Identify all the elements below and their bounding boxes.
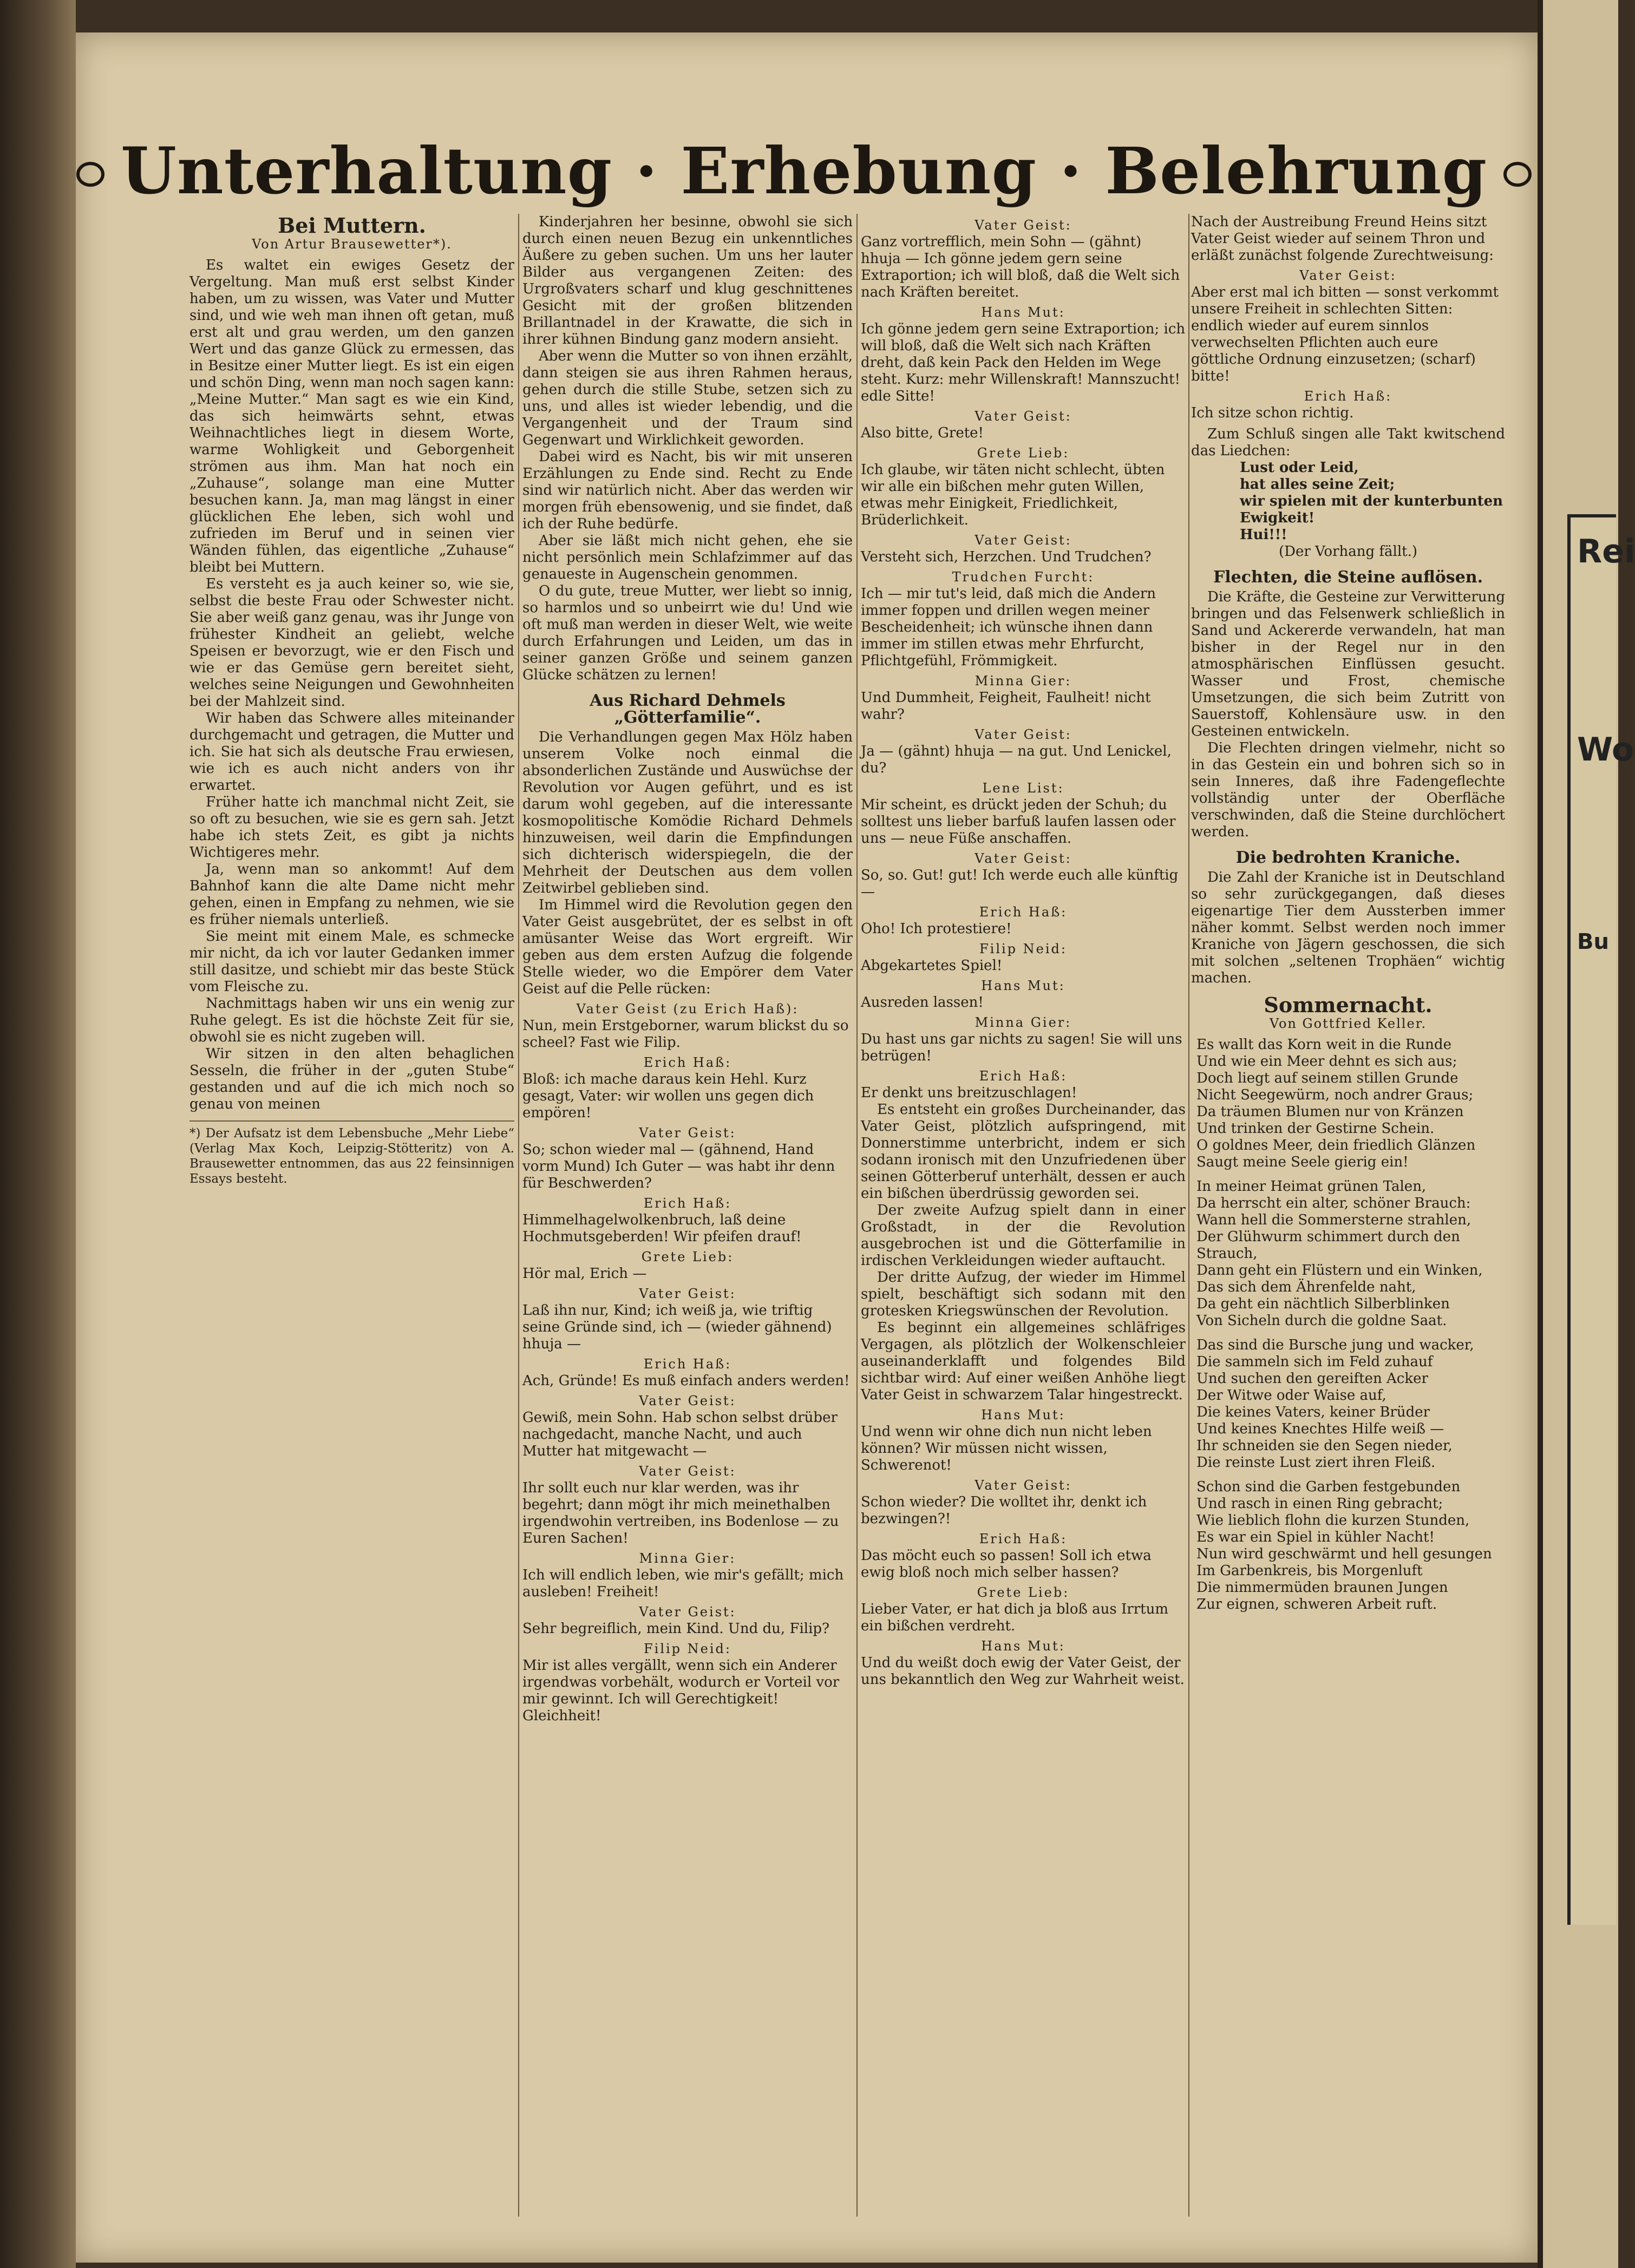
poem-line: Und rasch in einen Ring gebracht; [1196,1496,1443,1512]
dialog-speaker: Erich Haß: [643,1055,732,1070]
dialog-speaker: Hans Mut: [981,978,1065,993]
dialog-speaker: Hans Mut: [981,305,1065,320]
paragraph: Dabei wird es Nacht, bis wir mit unseren Erzählungen zu Ende sind. Recht zu Ende sind wir natürlich nicht. Aber das werden wir morgen früh ebensowenig, und sie findet, daß ich der Ruhe bedürfe. [522,449,853,532]
dialog-speaker: Minna Gier: [975,1015,1072,1030]
dialog-speaker: Vater Geist: [639,1393,736,1408]
dialog-line: Ich will endlich leben, wie mir's gefällt; mich ausleben! Freiheit! [522,1567,844,1600]
poem-line: Das sich dem Ährenfelde naht, [1196,1279,1416,1295]
paragraph: Die Kräfte, die Gesteine zur Verwitterung bringen und das Felsenwerk schließlich in Sand und Ackererde verwandeln, hat man bisher in der Regel nur in den atmosphärischen Einflüssen gesucht. Wasser und Frost, chemische Umsetzungen, die sich beim Zutritt von Sauerstoff, Kohlensäure usw. in den Gesteinen entwickeln. [1191,589,1505,739]
paragraph: Der dritte Aufzug, der wieder im Himmel spielt, beschäftigt sich sodann mit den grotesken Kriegswünschen der Revolution. [861,1269,1186,1319]
dialog-speaker: Minna Gier: [975,673,1072,689]
dialog-line: Gewiß, mein Sohn. Hab schon selbst drüber nachgedacht, manche Nacht, und auch Mutter hat mitgewacht — [522,1410,838,1459]
article-title: Die bedrohten Kraniche. [1235,848,1461,867]
dialog-speaker: Erich Haß: [1304,389,1392,404]
poem-line: Dann geht ein Flüstern und ein Winken, [1196,1262,1483,1279]
paragraph: Es beginnt ein allgemeines schläfriges Vergagen, als plötzlich der Wolkenschleier auseinanderklafft und folgendes Bild sichtbar wird: Auf einer weißen Anhöhe liegt Vater Geist in schwarzem Talar hingestreckt. [861,1320,1186,1403]
dialog-line: Oho! Ich protestiere! [861,921,1012,937]
dialog-line: Er denkt uns breitzuschlagen! [861,1085,1077,1101]
poem-line: Hui!!! [1240,527,1287,543]
paragraph: Im Himmel wird die Revolution gegen den Vater Geist ausgebrütet, der es selbst in oft amüsanter Weise das Wort ergreift. Wir geben aus dem ersten Aufzug die folgende Stelle wieder, wo die Empörer dem Vater Geist auf die Pelle rücken: [522,897,853,997]
paragraph: Es waltet ein ewiges Gesetz der Vergeltung. Man muß erst selbst Kinder haben, um zu wissen, was Vater und Mutter sind, und wie weh man ihnen oft getan, muß erst alt und grau werden, um den ganzen Wert und das ganze Glück zu ermessen, das in Besitze einer Mutter liegt. Es ist ein eigen und schön Ding, wenn man noch sagen kann: „Meine Mutter.“ Man sagt es wie ein Kind, das sich heimwärts sehnt, etwas Weihnachtliches liegt in diesem Worte, warme Wohligkeit und Geborgenheit strömen aus ihm. Man hat noch ein „Zuhause“, solange man eine Mutter besuchen kann. Ja, man mag längst in einer glücklichen Ehe leben, sich wohl und zufrieden im Beruf und in seinen vier Wänden fühlen, das eigentliche „Zuhause“ bleibt bei Muttern. [189,257,514,575]
paragraph: Sie meint mit einem Male, es schmecke mir nicht, da ich vor lauter Gedanken immer still dasitze, und schiebt mir das beste Stück vom Fleische zu. [189,928,514,995]
poem-line: Zur eignen, schweren Arbeit ruft. [1196,1596,1437,1612]
paragraph: Die Verhandlungen gegen Max Hölz haben unserem Volke noch einmal die absonderlichen Zustände und Auswüchse der Revolution vor Augen geführt, und es ist darum wohl gegeben, auf die interessante kosmopolitische Komödie Richard Dehmels hinzuweisen, weil darin die Empfindungen sich dichterisch widerspiegeln, die der Mehrheit der Deutschen aus dem vollen Zeitwirbel geblieben sind. [522,729,853,896]
article-title: Aus Richard Dehmels „Götterfamilie“. [590,691,786,727]
dialog-line: Ihr sollt euch nur klar werden, was ihr begehrt; dann mögt ihr mich meinethalben irgendwohin vertreiben, ins Bodenlose — zu Euren Sachen! [522,1480,839,1546]
dialog-line: Ganz vortrefflich, mein Sohn — (gähnt) hhuja — Ich gönne jedem gern seine Extraportion; ich will bloß, daß die Welt sich nach Kräften bereitet. [861,234,1180,300]
dialog-line: Das möcht euch so passen! Soll ich etwa ewig bloß noch mich selber hassen? [861,1548,1152,1581]
poem-line: Doch liegt auf seinem stillen Grunde [1196,1070,1459,1086]
column-1 [189,214,514,2227]
adjacent-page-ad [1567,514,1635,1925]
poem-line: Saugt meine Seele gierig ein! [1196,1154,1409,1170]
dialog-speaker: Vater Geist: [975,409,1072,424]
dialog-line: Ach, Gründe! Es muß einfach anders werden! [522,1373,850,1389]
poem-body [1191,1037,1505,1613]
poem-line: Wann hell die Sommersterne strahlen, [1196,1212,1472,1228]
paragraph: Wir sitzen in den alten behaglichen Sesseln, die früher in der „guten Stube“ gestanden und auf die ich mich noch so genau von meinen [189,1046,514,1112]
stanza-break [1191,1171,1505,1178]
dialog-line: Ich — mir tut's leid, daß mich die Andern immer foppen und drillen wegen meiner Bescheidenheit; ich wünsche ihnen dann immer im stillen etwas mehr Ehrfurcht, Pflichtgefühl, Frömmigkeit. [861,586,1156,669]
dialog-line: Schon wieder? Die wolltet ihr, denkt ich bezwingen?! [861,1494,1147,1527]
section-title: Unterhaltung · Erhebung · Belehrung [121,133,1487,208]
dialog-speaker: Vater Geist: [639,1286,736,1301]
poem-line: Nun wird geschwärmt und hell gesungen [1196,1546,1492,1562]
poem-line: Und keines Knechtes Hilfe weiß — [1196,1421,1444,1437]
column-rule [856,214,858,2217]
dialog-line: Laß ihn nur, Kind; ich weiß ja, wie triftig seine Gründe sind, ich — (wieder gähnend) hhuja — [522,1302,832,1352]
dialog-speaker: Vater Geist: [975,1478,1072,1493]
dialog-speaker: Vater Geist: [975,533,1072,548]
dialog-line: Nun, mein Erstgeborner, warum blickst du so scheel? Fast wie Filip. [522,1018,849,1051]
dialog-line: So, so. Gut! gut! Ich werde euch alle künftig — [861,867,1179,900]
dialog-line: Du hast uns gar nichts zu sagen! Sie will uns betrügen! [861,1031,1182,1064]
article-title: Bei Muttern. [278,213,426,238]
dialog-speaker: Erich Haß: [979,1531,1068,1546]
ad-fragment: Rei [1577,533,1635,571]
paragraph: Der zweite Aufzug spielt dann in einer Großstadt, in der die Revolution ausgebrochen ist und die Götterfamilie in irdischen Verkleidungen wieder auftaucht. [861,1202,1186,1269]
poem-line: Die reinste Lust ziert ihren Fleiß. [1196,1454,1436,1471]
paragraph: O du gute, treue Mutter, wer liebt so innig, so harmlos und so unbeirrt wie du! Und wie oft muß man werden in dieser Welt, wie weite durch Erfahrungen und Leiden, um das in seiner ganzen Größe und seinem ganzen Glücke schätzen zu lernen! [522,583,853,683]
dialog-line: Ausreden lassen! [861,994,984,1011]
paragraph: Aber wenn die Mutter so von ihnen erzählt, dann steigen sie aus ihren Rahmen heraus, gehen durch die stille Stube, setzen sich zu uns, und alles ist wieder lebendig, und die Vergangenheit und der Traum sind Gegenwart und Wirklichkeit geworden. [522,348,853,448]
ad-fragment: Bu [1577,929,1609,954]
dialog-line: Mir ist alles vergällt, wenn sich ein Anderer irgendwas vorbehält, wodurch er Vorteil vor mir gewinnt. Ich will Gerechtigkeit! Gleichheit! [522,1657,840,1724]
dialog-line: Mir scheint, es drückt jeden der Schuh; du solltest uns lieber barfuß laufen lassen oder uns — neue Füße anschaffen. [861,797,1176,847]
poem-line: Wie lieblich flohn die kurzen Stunden, [1196,1512,1470,1529]
stage-direction: (Der Vorhang fällt.) [1278,543,1418,560]
paragraph: Aber sie läßt mich nicht gehen, ehe sie nicht persönlich mein Schlafzimmer auf das genaueste in Augenschein genommen. [522,533,853,582]
dialog-line: Abgekartetes Spiel! [861,958,1003,974]
poem-line: Und wie ein Meer dehnt es sich aus; [1196,1053,1457,1070]
column-2 [522,214,853,2227]
dialog-line: Lieber Vater, er hat dich ja bloß aus Irrtum ein bißchen verdreht. [861,1601,1168,1634]
poem-title: Sommernacht. [1264,993,1433,1017]
poem-line: Da herrscht ein alter, schöner Brauch: [1196,1195,1471,1211]
poem-line: Es war ein Spiel in kühler Nacht! [1196,1529,1435,1545]
dialog-line: Himmelhagelwolkenbruch, laß deine Hochmutsgeberden! Wir pfeifen drauf! [522,1212,802,1245]
dialog-speaker: Vater Geist: [975,727,1072,742]
paragraph: Kinderjahren her besinne, obwohl sie sich durch einen neuen Bezug ein unkenntliches Äußere zu geben suchen. Um uns her lauter Bilder aus vergangenen Zeiten: des Urgroßvaters scharf und klug geschnittenes Gesicht mit der großen blitzenden Brillantnadel in der Krawatte, die sich in ihrer kühnen Bindung ganz modern ansieht. [522,214,853,348]
poem-line: Lust oder Leid, [1240,460,1359,476]
poem-line: Von Sicheln durch die goldne Saat. [1196,1313,1447,1329]
ad-fragment: Wo [1577,731,1634,769]
poem-line: Die sammeln sich im Feld zuhauf [1196,1354,1433,1370]
dialog-line: Und du weißt doch ewig der Vater Geist, der uns bekanntlich den Weg zur Wahrheit weist. [861,1655,1185,1688]
dialog-speaker: Grete Lieb: [641,1249,734,1264]
poem-line: Und suchen den gereiften Acker [1196,1371,1428,1387]
dialog-line: Ich sitze schon richtig. [1191,405,1354,421]
dialog-line: Und Dummheit, Feigheit, Faulheit! nicht wahr? [861,690,1151,723]
paragraph: Ja, wenn man so ankommt! Auf dem Bahnhof kann die alte Dame nicht mehr gehen, einen in Empfang zu nehmen, wie sie es früher niemals unterließ. [189,861,514,928]
poem-line: Ewigkeit! [1240,510,1315,526]
dialog-line: Aber erst mal ich bitten — sonst verkommt unsere Freiheit in schlechten Sitten: endlich wieder auf eurem sinnlos verwechselten Pflichten auch eure göttliche Ordnung einzusetzen; (scharf) bitte! [1191,284,1499,384]
dialog-line: Ich gönne jedem gern seine Extraportion; ich will bloß, daß die Welt sich nach Kräften dreht, daß kein Pack den Helden im Wege steht. Kurz: mehr Willenskraft! Mannszucht! edle Sitte! [861,321,1186,404]
footnote: *) Der Aufsatz ist dem Lebensbuche „Mehr Liebe“ (Verlag Max Koch, Leipzig-Stötteritz) von A. Brausewetter entnommen, das aus 22 feinsinnigen Essays besteht. [189,1120,514,1187]
article-title: Flechten, die Steine auflösen. [1213,568,1483,587]
dialog-speaker: Filip Neid: [979,941,1067,956]
poem-line: O goldnes Meer, dein friedlich Glänzen [1196,1137,1476,1153]
dialog-speaker: Vater Geist: [1299,268,1397,283]
paragraph: Nachmittags haben wir uns ein wenig zur Ruhe gelegt. Es ist die höchste Zeit für sie, obwohl sie es nicht zugeben will. [189,995,514,1045]
paragraph: Es entsteht ein großes Durcheinander, das Vater Geist, plötzlich aufspringend, mit Donnerstimme unterbricht, indem er sich sodann ironisch mit den Unzufriedenen über seinen Götterberuf unterhält, dessen er auch ein bißchen überdrüssig geworden sei. [861,1102,1186,1202]
dialog-line: Ich glaube, wir täten nicht schlecht, übten wir alle ein bißchen mehr guten Willen, etwas mehr Einigkeit, Friedlichkeit, Brüderlichkeit. [861,462,1165,528]
dialog-speaker: Erich Haß: [643,1196,732,1211]
dialog-speaker: Vater Geist: [975,218,1072,233]
poem-line: Im Garbenkreis, bis Morgenluft [1196,1563,1423,1579]
poem-line: Die keines Vaters, keiner Brüder [1196,1404,1430,1420]
poem-line: In meiner Heimat grünen Talen, [1196,1178,1427,1195]
dialog-line: Sehr begreiflich, mein Kind. Und du, Filip? [522,1621,830,1637]
paragraph: Wir haben das Schwere alles miteinander durchgemacht und getragen, die Mutter und ich. Sie hat sich als deutsche Frau erwiesen, wie ich es auch nicht anders von ihr erwartet. [189,710,514,794]
dialog-speaker: Lene List: [982,781,1064,796]
dialog-line: Bloß: ich mache daraus kein Hehl. Kurz gesagt, Vater: wir wollen uns gegen dich empören! [522,1071,814,1121]
poem-line: Die nimmermüden braunen Jungen [1196,1579,1448,1596]
dialog-speaker: Grete Lieb: [977,1585,1070,1600]
poem-line: Der Glühwurm schimmert durch den Strauch, [1196,1229,1460,1262]
dialog-speaker: Erich Haß: [979,1069,1068,1084]
scan-edge-left [0,0,76,2268]
dialog-speaker: Trudchen Furcht: [952,569,1095,585]
dialog-line: Versteht sich, Herzchen. Und Trudchen? [861,549,1152,565]
dialog-speaker: Erich Haß: [643,1356,732,1372]
poem-line: Da träumen Blumen nur von Kränzen [1196,1104,1464,1120]
dialog-speaker: Vater Geist: [639,1604,736,1620]
dialog-line: Und wenn wir ohne dich nun nicht leben können? Wir müssen nicht wissen, Schwerenot! [861,1424,1152,1473]
dialog-speaker: Erich Haß: [979,904,1068,920]
poem-line: Da geht ein nächtlich Silberblinken [1196,1296,1450,1312]
dialog-speaker: Minna Gier: [639,1551,736,1566]
column-rule [518,214,519,2217]
dialog-speaker: Filip Neid: [644,1641,731,1656]
dialog-line: Also bitte, Grete! [861,425,984,441]
dialog-line: So; schon wieder mal — (gähnend, Hand vorm Mund) Ich Guter — was habt ihr denn für Beschwerden? [522,1142,835,1191]
poem-line: wir spielen mit der kunterbunten [1240,493,1503,509]
paragraph: Die Flechten dringen vielmehr, nicht so in das Gestein ein und bohren sich so in sein Inneres, daß ihre Fadengeflechte vollständig unter der Oberfläche verschwinden, daß die Steine durchlöchert werden. [1191,740,1505,840]
paragraph: Es versteht es ja auch keiner so, wie sie, selbst die beste Frau oder Schwester nicht. Sie aber weiß ganz genau, was ihr Junge von frühester Kindheit an geliebt, welche Speisen er bevorzugt, wie er den Fisch und wie er das Gemüse gern bereitet sieht, welches seine Neigungen und Gewohnheiten bei der Mahlzeit sind. [189,576,514,710]
column-4 [1191,214,1505,2227]
paragraph: Früher hatte ich manchmal nicht Zeit, sie so oft zu besuchen, wie sie es gern sah. Jetzt habe ich stets Zeit, es gibt ja nichts Wichtigeres mehr. [189,794,514,861]
poem-line: Es wallt das Korn weit in die Runde [1196,1037,1451,1053]
dialog-speaker: Vater Geist (zu Erich Haß): [576,1001,799,1017]
poem-line: Das sind die Bursche jung und wacker, [1196,1337,1474,1353]
stanza-break [1191,1471,1505,1479]
dialog-speaker: Vater Geist: [639,1464,736,1479]
column-rule [1188,214,1189,2217]
poem-line: Schon sind die Garben festgebunden [1196,1479,1461,1495]
article-byline: Von Artur Brausewetter*). [252,237,452,252]
poem-line: hat alles seine Zeit; [1240,476,1395,493]
dialog-line: Ja — (gähnt) hhuja — na gut. Und Lenickel, du? [861,743,1172,776]
poem-line: Ihr schneiden sie den Segen nieder, [1196,1438,1453,1454]
dialog-line: Hör mal, Erich — [522,1266,647,1282]
dialog-line: Nach der Austreibung Freund Heins sitzt Vater Geist wieder auf seinem Thron und erläßt zunächst folgende Zurechtweisung: [1191,214,1494,264]
poem-line: Der Witwe oder Waise auf, [1196,1387,1387,1404]
section-masthead [114,130,1494,211]
dialog-speaker: Hans Mut: [981,1638,1065,1654]
poem-line: Und trinken der Gestirne Schein. [1196,1120,1435,1137]
dialog-speaker: Hans Mut: [981,1407,1065,1423]
poem-line: Nicht Seegewürm, noch andrer Graus; [1196,1087,1474,1103]
poem-byline: Von Gottfried Keller. [1269,1016,1427,1031]
dialog-speaker: Vater Geist: [975,851,1072,866]
paragraph: Die Zahl der Kraniche ist in Deutschland so sehr zurückgegangen, daß dieses eigenartige Tier dem Aussterben immer näher kommt. Selbst werden noch immer Kraniche von Jägern geschossen, die sich mit solchen „seltenen Trophäen“ wichtig machen. [1191,869,1505,986]
stanza-break [1191,1329,1505,1337]
paragraph: Zum Schluß singen alle Takt kwitschend das Liedchen: [1191,426,1505,459]
dialog-speaker: Vater Geist: [639,1125,736,1140]
column-3 [861,214,1186,2227]
dialog-speaker: Grete Lieb: [977,445,1070,461]
